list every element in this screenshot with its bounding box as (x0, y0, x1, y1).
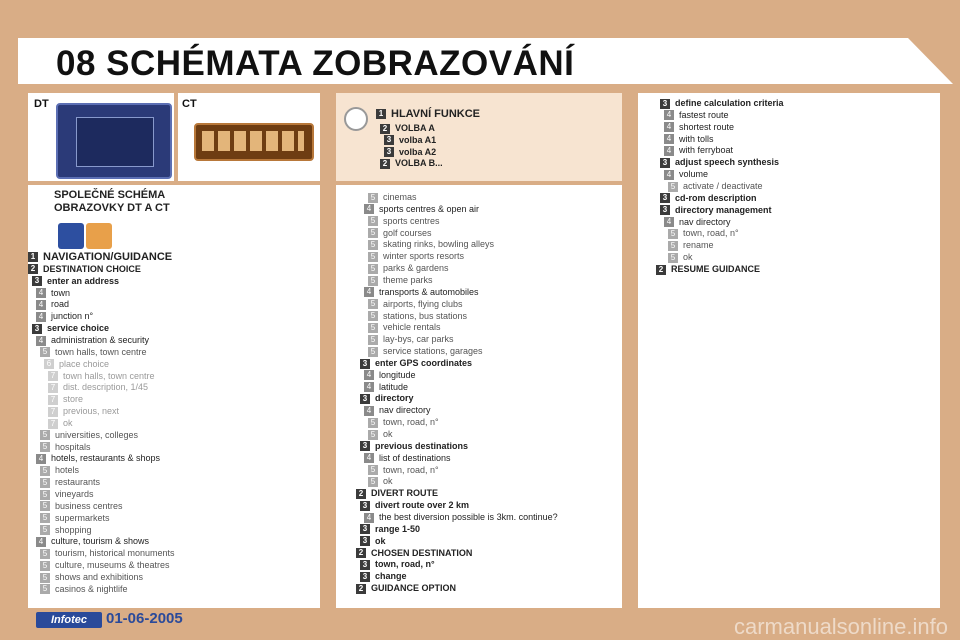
menu-item (368, 321, 441, 333)
left-panel (28, 185, 320, 608)
level-badge: 7 (48, 371, 58, 381)
menu-item (36, 334, 149, 346)
menu-item-label: hospitals (55, 441, 91, 452)
menu-item-label: store (63, 394, 84, 405)
level-badge: 5 (40, 442, 50, 452)
menu-item (40, 429, 138, 441)
menu-item (368, 227, 432, 239)
menu-item (360, 558, 435, 570)
level-badge: 3 (360, 572, 370, 582)
menu-item (368, 333, 454, 345)
menu-item (48, 417, 73, 429)
menu-item (40, 547, 175, 559)
menu-item-label: the best diversion possible is 3km. continue? (379, 511, 558, 522)
legend-item-label: volba A1 (399, 134, 437, 145)
menu-item (40, 441, 91, 453)
level-badge: 5 (368, 299, 378, 309)
menu-item-label: previous destinations (375, 440, 469, 451)
menu-item-label: theme parks (383, 274, 433, 285)
menu-item-label: directory (375, 393, 414, 404)
menu-item-label: DESTINATION CHOICE (43, 263, 141, 274)
menu-item-label: ok (375, 535, 386, 546)
heading-line-1: SPOLEČNÉ SCHÉMA (54, 189, 166, 201)
level-badge: 5 (368, 418, 378, 428)
menu-item-label: universities, colleges (55, 429, 139, 440)
level-badge: 3 (360, 359, 370, 369)
guidance-icon (86, 223, 112, 249)
level-badge: 3 (32, 324, 42, 334)
menu-item (360, 499, 469, 511)
menu-item (668, 251, 693, 263)
menu-item-label: road (51, 299, 70, 310)
menu-item-label: winter sports resorts (383, 251, 465, 262)
menu-item-label: NAVIGATION/GUIDANCE (43, 251, 173, 263)
level-badge: 5 (368, 240, 378, 250)
level-badge: 3 (360, 536, 370, 546)
level-badge: 5 (368, 335, 378, 345)
menu-item-label: vehicle rentals (383, 322, 441, 333)
menu-item (32, 275, 119, 287)
level-badge: 4 (36, 454, 46, 464)
dt-screen-image (56, 103, 172, 179)
menu-item (40, 500, 123, 512)
legend-item (376, 108, 480, 120)
menu-item-label: change (375, 571, 407, 582)
level-badge: 4 (36, 537, 46, 547)
right-panel (638, 93, 940, 608)
menu-item (368, 238, 494, 250)
menu-item (656, 263, 760, 275)
menu-item-label: directory management (675, 204, 772, 215)
level-badge: 4 (364, 406, 374, 416)
menu-item-label: ok (383, 429, 393, 439)
ct-screen-image (194, 123, 314, 161)
menu-item-label: adjust speech synthesis (675, 157, 780, 168)
ct-label: CT (182, 98, 197, 110)
sun-icon (344, 107, 368, 131)
level-badge: 2 (28, 264, 38, 274)
menu-item-label: longitude (379, 369, 416, 380)
level-badge: 5 (368, 193, 378, 203)
menu-item (44, 358, 109, 370)
menu-item (364, 452, 451, 464)
menu-item-label: volume (679, 169, 709, 180)
menu-item (360, 392, 414, 404)
menu-item (368, 475, 393, 487)
menu-item (660, 156, 779, 168)
menu-item (40, 524, 92, 536)
level-badge: 3 (384, 135, 394, 145)
legend-item-label: VOLBA A (395, 123, 435, 133)
level-badge: 4 (364, 382, 374, 392)
menu-item-label: enter an address (47, 275, 120, 286)
mid-top-panel (336, 93, 622, 181)
menu-item (40, 464, 79, 476)
legend-item-label: VOLBA B... (395, 158, 443, 169)
menu-item-label: define calculation criteria (675, 98, 784, 108)
level-badge: 5 (668, 182, 678, 192)
menu-item (664, 144, 733, 156)
level-badge: 5 (40, 430, 50, 440)
level-badge: 4 (664, 122, 674, 132)
level-badge: 5 (668, 253, 678, 263)
menu-item-label: business centres (55, 500, 123, 511)
menu-item (368, 191, 417, 203)
menu-item (48, 370, 155, 382)
menu-item (368, 298, 463, 310)
menu-item (664, 133, 714, 145)
level-badge: 4 (664, 146, 674, 156)
dt-screen-menu (76, 117, 154, 167)
menu-item-label: ok (63, 417, 73, 428)
menu-item (660, 204, 772, 216)
level-badge: 6 (44, 359, 54, 369)
navigation-icon (58, 223, 84, 249)
menu-item-label: sports centres (383, 215, 440, 226)
menu-item (360, 570, 407, 582)
menu-item (36, 298, 69, 310)
level-badge: 5 (368, 216, 378, 226)
menu-item-label: cd-rom description (675, 192, 757, 203)
menu-item (40, 488, 94, 500)
menu-item (668, 180, 763, 192)
menu-item-label: list of destinations (379, 452, 451, 463)
menu-item (364, 404, 431, 416)
menu-item (368, 345, 483, 357)
menu-item-label: shopping (55, 524, 92, 535)
menu-item-label: culture, museums & theatres (55, 560, 170, 571)
menu-item-label: golf courses (383, 227, 432, 238)
level-badge: 4 (36, 288, 46, 298)
menu-item (40, 559, 170, 571)
dt-label: DT (34, 98, 49, 110)
menu-item (664, 109, 729, 121)
level-badge: 5 (40, 466, 50, 476)
level-badge: 3 (360, 394, 370, 404)
menu-item-label: town, road, n° (383, 464, 439, 475)
level-badge: 4 (664, 217, 674, 227)
menu-item-label: nav directory (679, 216, 731, 227)
level-badge: 5 (368, 228, 378, 238)
watermark: carmanualsonline.info (733, 614, 948, 639)
level-badge: 3 (660, 99, 670, 109)
menu-item (364, 286, 479, 298)
menu-item (32, 322, 109, 334)
legend-item-label: volba A2 (399, 146, 437, 157)
menu-item (356, 582, 456, 594)
menu-item (668, 227, 739, 239)
menu-item (368, 310, 467, 322)
level-badge: 4 (664, 134, 674, 144)
menu-item-label: dist. description, 1/45 (63, 382, 149, 393)
menu-item-label: restaurants (55, 477, 101, 488)
menu-item-label: sports centres & open air (379, 203, 480, 214)
level-badge: 5 (668, 241, 678, 251)
level-badge: 7 (48, 383, 58, 393)
level-badge: 2 (356, 489, 366, 499)
level-badge: 5 (368, 477, 378, 487)
menu-item (368, 215, 440, 227)
menu-item-label: service choice (47, 323, 110, 334)
menu-item-label: enter GPS coordinates (375, 357, 473, 368)
menu-item-label: town, road, n° (683, 228, 739, 239)
menu-item (364, 381, 408, 393)
menu-item (36, 310, 93, 322)
level-badge: 7 (48, 407, 58, 417)
menu-item-label: shows and exhibitions (55, 571, 144, 582)
menu-item (40, 346, 147, 358)
level-badge: 4 (36, 300, 46, 310)
legend-item-label: HLAVNÍ FUNKCE (391, 108, 481, 120)
level-badge: 2 (380, 159, 390, 169)
menu-item (368, 428, 393, 440)
dt-panel (28, 93, 174, 181)
menu-item (356, 547, 472, 559)
menu-item-label: with tolls (679, 133, 714, 144)
page-title: 08 SCHÉMATA ZOBRAZOVÁNÍ (56, 44, 575, 83)
level-badge: 4 (664, 170, 674, 180)
level-badge: 4 (364, 287, 374, 297)
common-scheme-heading (54, 189, 170, 215)
menu-item-label: stations, bus stations (383, 310, 468, 321)
level-badge: 3 (660, 158, 670, 168)
menu-item (664, 168, 708, 180)
menu-item (48, 405, 119, 417)
menu-item-label: divert route over 2 km (375, 500, 470, 511)
menu-item (28, 251, 172, 263)
menu-item-label: RESUME GUIDANCE (671, 263, 761, 274)
level-badge: 3 (660, 205, 670, 215)
level-badge: 4 (364, 370, 374, 380)
menu-item-label: parks & gardens (383, 263, 449, 274)
menu-item-label: service stations, garages (383, 346, 483, 357)
menu-item (40, 476, 100, 488)
level-badge: 3 (32, 276, 42, 286)
level-badge: 2 (656, 265, 666, 275)
level-badge: 5 (40, 478, 50, 488)
footer-date: 01-06-2005 (106, 610, 183, 627)
menu-item (40, 512, 110, 524)
menu-item (48, 393, 83, 405)
menu-item (360, 535, 386, 547)
legend-item (384, 134, 436, 146)
menu-item (36, 535, 149, 547)
level-badge: 3 (360, 501, 370, 511)
menu-item (660, 192, 757, 204)
menu-item-label: cinemas (383, 192, 417, 202)
menu-item-label: administration & security (51, 334, 150, 345)
level-badge: 2 (356, 584, 366, 594)
menu-item-label: rename (683, 240, 714, 251)
level-badge: 5 (40, 513, 50, 523)
menu-item-label: range 1-50 (375, 523, 421, 534)
menu-item (664, 216, 731, 228)
heading-line-2: OBRAZOVKY DT A CT (54, 202, 170, 214)
menu-item-label: town, road, n° (375, 559, 435, 570)
level-badge: 1 (28, 252, 38, 262)
legend-item (380, 122, 435, 134)
level-badge: 7 (48, 395, 58, 405)
ct-screen-icons (202, 131, 304, 151)
menu-item (368, 274, 433, 286)
menu-item-label: skating rinks, bowling alleys (383, 239, 495, 250)
menu-item-label: vineyards (55, 489, 94, 499)
level-badge: 3 (384, 147, 394, 157)
menu-item (668, 239, 714, 251)
menu-item-label: ok (683, 252, 693, 263)
level-badge: 4 (36, 336, 46, 346)
menu-item (360, 357, 472, 369)
menu-item (40, 583, 128, 595)
ct-panel (178, 93, 320, 181)
menu-item-label: junction n° (51, 311, 94, 322)
level-badge: 5 (40, 573, 50, 583)
menu-item (36, 452, 160, 464)
level-badge: 4 (364, 204, 374, 214)
menu-item (356, 487, 438, 499)
level-badge: 2 (356, 548, 366, 558)
menu-item-label: lay-bys, car parks (383, 334, 454, 345)
menu-item-label: town halls, town centre (63, 370, 155, 381)
level-badge: 5 (368, 430, 378, 440)
menu-item-label: hotels, restaurants & shops (51, 453, 161, 464)
menu-item-label: town halls, town centre (55, 346, 147, 357)
menu-item-label: casinos & nightlife (55, 583, 128, 594)
menu-item-label: town, road, n° (383, 417, 439, 428)
menu-item-label: previous, next (63, 406, 120, 417)
menu-item (364, 511, 558, 523)
level-badge: 5 (40, 490, 50, 500)
menu-item (368, 262, 449, 274)
menu-item-label: CHOSEN DESTINATION (371, 547, 473, 558)
menu-item (364, 203, 479, 215)
menu-item-label: transports & automobiles (379, 286, 479, 297)
menu-item (360, 440, 468, 452)
level-badge: 5 (40, 501, 50, 511)
level-badge: 5 (40, 525, 50, 535)
mid-panel (336, 185, 622, 608)
level-badge: 5 (368, 264, 378, 274)
menu-item-label: ok (383, 476, 393, 487)
level-badge: 5 (368, 347, 378, 357)
level-badge: 4 (664, 110, 674, 120)
level-badge: 5 (40, 347, 50, 357)
menu-item-label: airports, flying clubs (383, 298, 463, 309)
menu-item-label: supermarkets (55, 512, 110, 523)
level-badge: 1 (376, 109, 386, 119)
menu-item-label: latitude (379, 381, 409, 392)
menu-item (664, 121, 734, 133)
level-badge: 3 (360, 560, 370, 570)
level-badge: 2 (380, 124, 390, 134)
level-badge: 5 (368, 311, 378, 321)
menu-item (48, 381, 148, 393)
menu-item (368, 250, 464, 262)
menu-item-label: culture, tourism & shows (51, 536, 150, 547)
level-badge: 5 (368, 276, 378, 286)
level-badge: 5 (368, 465, 378, 475)
menu-item-label: shortest route (679, 121, 735, 132)
level-badge: 3 (660, 193, 670, 203)
menu-item-label: fastest route (679, 109, 729, 120)
menu-item-label: town (51, 287, 71, 298)
level-badge: 7 (48, 419, 58, 429)
menu-item-label: hotels (55, 465, 80, 476)
level-badge: 4 (364, 513, 374, 523)
level-badge: 3 (360, 441, 370, 451)
level-badge: 4 (364, 453, 374, 463)
menu-item-label: tourism, historical monuments (55, 548, 175, 559)
menu-item (28, 263, 141, 275)
legend-item (380, 157, 443, 169)
menu-item (40, 571, 143, 583)
menu-item (360, 523, 420, 535)
legend-item (384, 146, 436, 158)
level-badge: 3 (360, 524, 370, 534)
menu-item (36, 287, 70, 299)
infotec-logo: Infotec (36, 612, 102, 628)
level-badge: 5 (368, 252, 378, 262)
menu-item-label: with ferryboat (679, 145, 734, 156)
level-badge: 4 (36, 312, 46, 322)
level-badge: 5 (668, 229, 678, 239)
level-badge: 5 (40, 561, 50, 571)
menu-item (368, 464, 439, 476)
menu-item-label: nav directory (379, 405, 431, 416)
menu-item (660, 97, 784, 109)
level-badge: 5 (40, 549, 50, 559)
level-badge: 5 (40, 584, 50, 594)
level-badge: 5 (368, 323, 378, 333)
menu-item (364, 369, 416, 381)
menu-item-label: place choice (59, 358, 110, 369)
menu-item-label: DIVERT ROUTE (371, 488, 439, 499)
menu-item-label: activate / deactivate (683, 180, 763, 191)
menu-item-label: GUIDANCE OPTION (371, 583, 457, 594)
menu-item (368, 416, 439, 428)
